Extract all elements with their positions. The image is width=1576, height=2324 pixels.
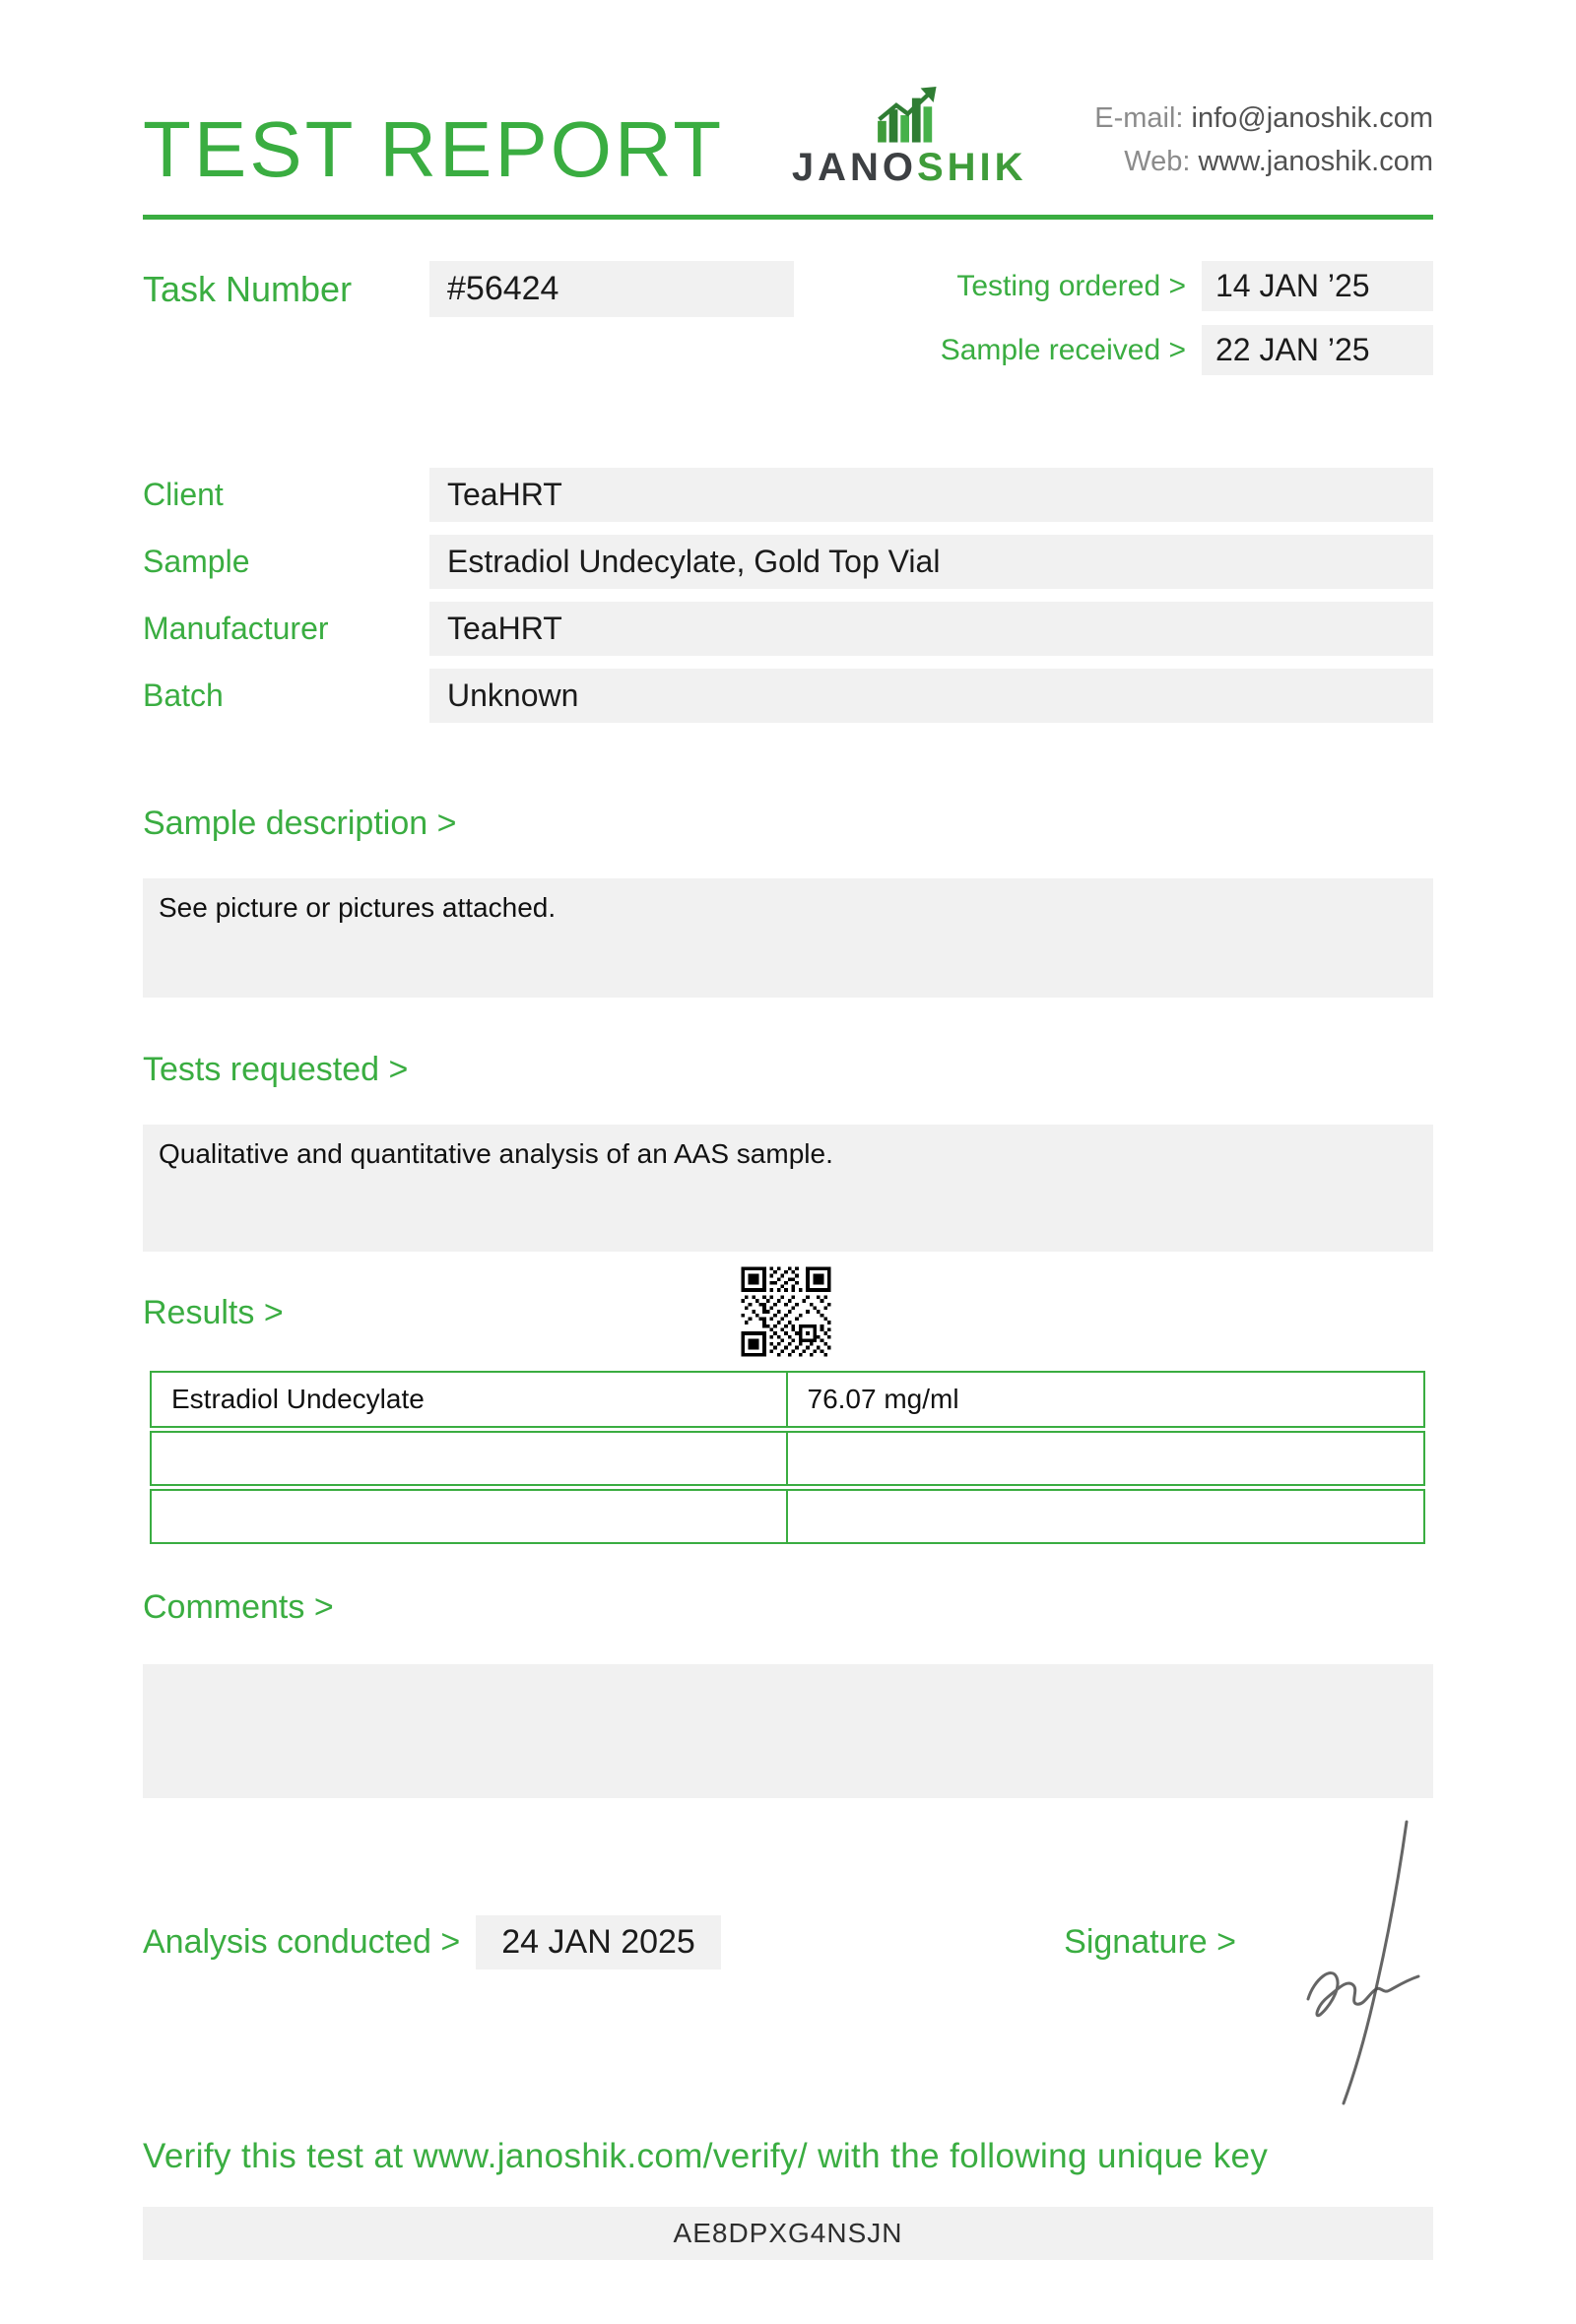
client-value: TeaHRT [429, 468, 1433, 522]
janoshik-logo [792, 87, 1027, 189]
analysis-signature-row [143, 1915, 1433, 1969]
info-row-sample [143, 535, 1433, 589]
client-label: Client [143, 477, 224, 512]
web-value: www.janoshik.com [1198, 145, 1433, 177]
sample-info-block [143, 468, 1433, 723]
batch-value: Unknown [429, 669, 1433, 723]
verify-instruction: Verify this test at www.janoshik.com/verify/ with the following unique key [143, 2137, 1269, 2175]
signature-scribble [1280, 1812, 1438, 2119]
testing-ordered-value: 14 JAN ’25 [1202, 261, 1433, 311]
logo-wordmark [792, 148, 1027, 187]
manufacturer-label: Manufacturer [143, 611, 329, 646]
table-row [150, 1371, 1425, 1428]
sample-value: Estradiol Undecylate, Gold Top Vial [429, 535, 1433, 589]
contact-block [1094, 97, 1433, 189]
trending-bars-icon [875, 87, 944, 144]
result-analyte: Estradiol Undecylate [152, 1373, 788, 1426]
comments-section [143, 1587, 1433, 1798]
results-table [150, 1371, 1425, 1544]
sample-description-text: See picture or pictures attached. [143, 878, 1433, 998]
sample-description-section [143, 804, 1433, 998]
result-value: 76.07 mg/ml [807, 1384, 959, 1414]
email-value: info@janoshik.com [1191, 102, 1433, 134]
tests-requested-section [143, 1050, 1433, 1252]
info-row-manufacturer [143, 602, 1433, 656]
comments-text [143, 1664, 1433, 1798]
comments-heading: Comments > [143, 1588, 334, 1626]
results-section [143, 1293, 1433, 1544]
logo-jano: JANO [791, 146, 917, 189]
batch-label: Batch [143, 678, 224, 713]
result-value [788, 1433, 1424, 1484]
report-header [143, 0, 1433, 193]
sample-received-label: Sample received > [940, 333, 1186, 366]
result-analyte [152, 1491, 788, 1542]
unique-key-value: AE8DPXG4NSJN [143, 2207, 1433, 2260]
header-divider [143, 215, 1433, 220]
result-value [788, 1491, 1424, 1542]
logo-shik: SHIK [916, 146, 1027, 189]
analysis-conducted-label: Analysis conducted > [143, 1923, 461, 1961]
qr-code [734, 1259, 838, 1364]
manufacturer-value: TeaHRT [429, 602, 1433, 656]
sample-received-value: 22 JAN ’25 [1202, 325, 1433, 375]
signature-label: Signature > [1064, 1923, 1236, 1961]
task-number-group [143, 261, 794, 317]
tests-requested-heading: Tests requested > [143, 1051, 409, 1088]
sample-description-heading: Sample description > [143, 805, 457, 842]
results-heading: Results > [143, 1294, 284, 1331]
testing-ordered-label: Testing ordered > [956, 269, 1186, 302]
contact-web [1094, 141, 1433, 184]
table-row [150, 1431, 1425, 1486]
tests-requested-text: Qualitative and quantitative analysis of an AAS sample. [143, 1125, 1433, 1252]
contact-email [1094, 97, 1433, 141]
web-label: Web: [1124, 145, 1191, 177]
page-title: TEST REPORT [143, 105, 725, 193]
analysis-date-value: 24 JAN 2025 [476, 1915, 721, 1969]
task-dates-group [901, 261, 1433, 375]
task-number-label: Task Number [143, 268, 353, 309]
sample-received-row [901, 325, 1433, 375]
email-label: E-mail: [1094, 102, 1184, 134]
testing-ordered-row [901, 261, 1433, 311]
result-analyte [152, 1433, 788, 1484]
task-section [143, 261, 1433, 375]
sample-label: Sample [143, 544, 250, 579]
table-row [150, 1489, 1425, 1544]
info-row-batch [143, 669, 1433, 723]
task-number-value: #56424 [429, 261, 794, 317]
info-row-client [143, 468, 1433, 522]
